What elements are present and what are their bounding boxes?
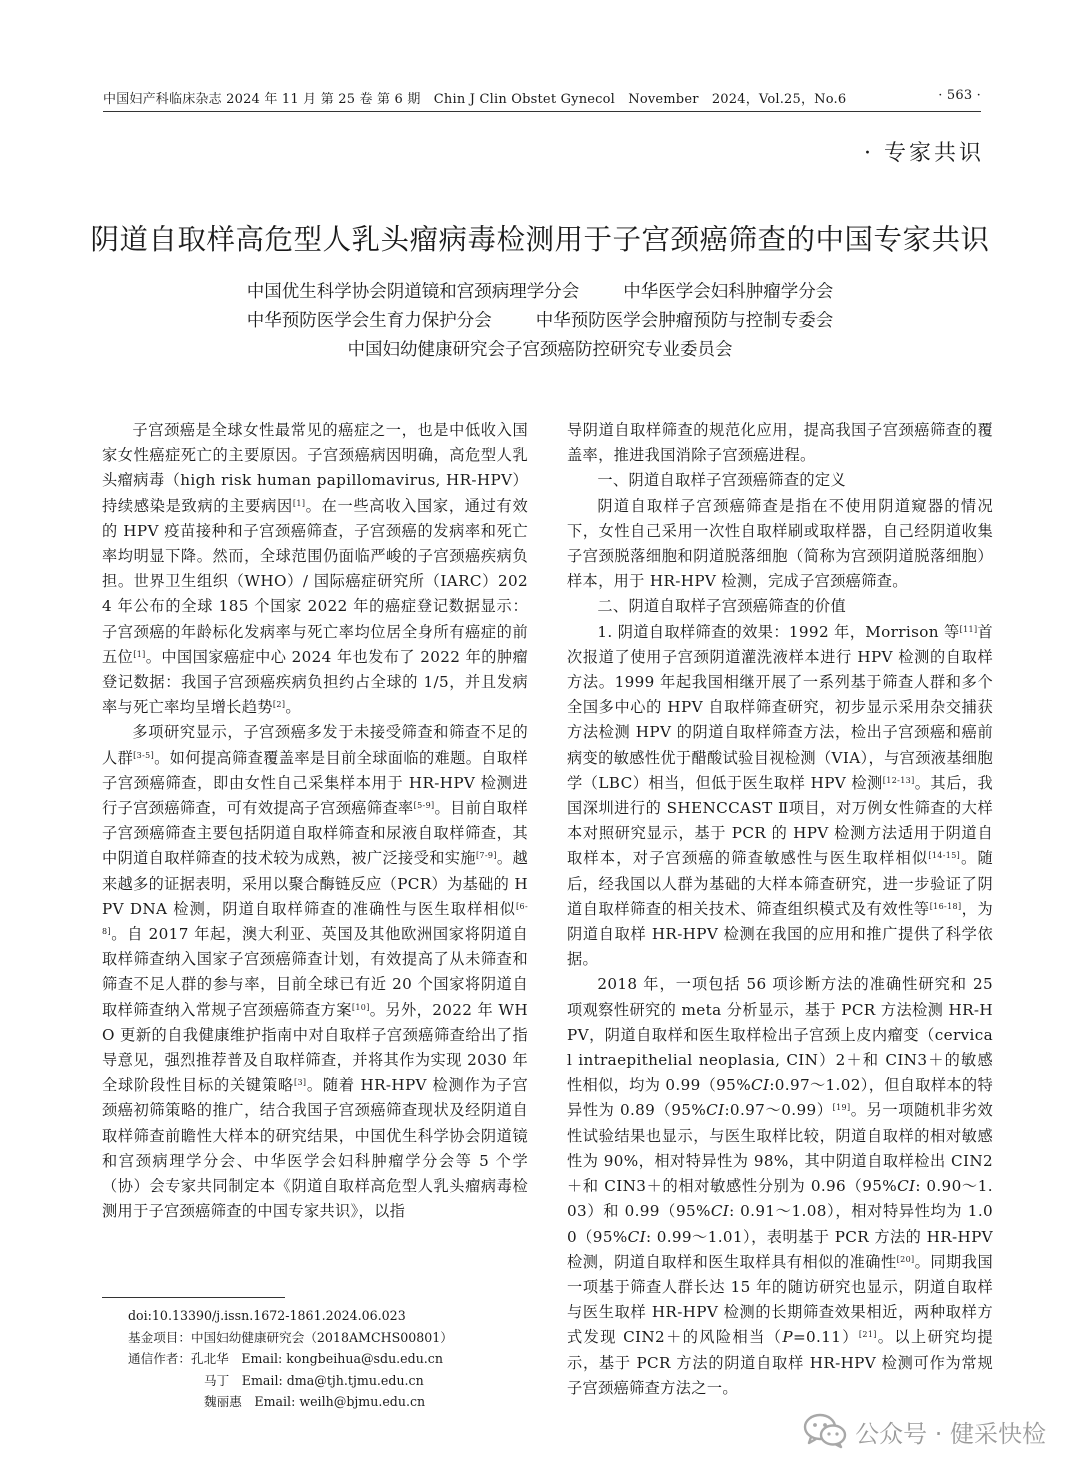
citation[interactable]: [3-5] [133,750,155,760]
wechat-icon [803,1413,847,1449]
page-number: · 563 · [938,88,981,103]
article-title: 阴道自取样高危型人乳头瘤病毒检测用于子宫颈癌筛查的中国专家共识 [90,223,990,257]
corresponding-author: 通信作者：孔北华 Email: kongbeihua@sdu.edu.cn [128,1351,443,1366]
author-org: 中华医学会妇科肿瘤学分会 [623,282,834,302]
author-org: 中华预防医学会肿瘤预防与控制专委会 [535,311,834,331]
corresponding-author: 魏丽惠 Email: weilh@bjmu.edu.cn [204,1394,426,1409]
section-heading: 一、阴道自取样子宫颈癌筛查的定义 [597,471,846,490]
body-paragraph: 2018 年，一项包括 56 项诊断方法的准确性研究和 25 项观察性研究的 meta 分析显示，基于 PCR 方法检测 HR-HPV，阴道自取样和医生取样检出子宫颈上皮内瘤变（cervical intraepithelial neoplasia, CIN）2＋和 CIN3＋的敏感性相似，均为 0.99（95%CI:0.97～1.02），但自取样本的特异性为 0.89（95%CI:0.97～0.99）[19]。另一项随机非劣效性试验结果也显示，与医生取样比较，阴道自取样的相对敏感性为 90%，相对特异性为 98%，其中阴道自取样检出 CIN2＋和 CIN3＋的相对敏感性分别为 0.96（95%CI: 0.90～1.03）和 0.99（95%CI: 0.91～1.08），相对特异性均为 1.00（95%CI: 0.99～1.01），表明基于 PCR 方法的 HR-HPV 检测，阴道自取样和医生取样具有相似的准确性[20]。同期我国一项基于筛查人群长达 15 年的随访研究也显示，阴道自取样与医生取样 HR-HPV 检测的长期筛查效果相近，两种取样方式发现 CIN2＋的风险相当（P=0.11）[21]。以上研究均提示，基于 PCR 方法的阴道自取样 HR-HPV 检测可作为常规子宫颈癌筛查方法之一。 [567,975,994,1397]
citation[interactable]: [14-15] [928,851,961,861]
footnote-rule [102,1297,285,1298]
citation[interactable]: [19] [832,1103,851,1113]
body-paragraph: 导阴道自取样筛查的规范化应用，提高我国子宫颈癌筛查的覆盖率，推进我国消除子宫颈癌进程。 [567,421,993,465]
citation[interactable]: [11] [959,624,978,634]
citation[interactable]: [21] [858,1330,877,1340]
citation[interactable]: [10] [351,1002,370,1012]
citation[interactable]: [3] [294,1078,307,1088]
author-org: 中国优生科学协会阴道镜和宫颈病理学分会 [246,282,580,302]
citation[interactable]: [12-13] [882,775,915,785]
header-rule [103,111,981,112]
citation[interactable]: [1] [133,649,146,659]
body-paragraph: 1. 阴道自取样筛查的效果：1992 年，Morrison 等[11]首次报道了使用子宫颈阴道灌洗液样本进行 HPV 检测的自取样方法。1999 年起我国相继开展了一系列基于筛查人群和多个全国多中心的 HPV 自取样筛查研究，初步显示采用杂交捕获方法检测 HPV 的阴道自取样筛查方法，检出子宫颈癌和癌前病变的敏感性优于醋酸试验目视检测（VIA），与宫颈液基细胞学（LBC）相当，但低于医生取样 HPV 检测[12-13]。其后，我国深圳进行的 SHENCCAST Ⅱ项目，对万例女性筛查的大样本对照研究显示，基于 PCR 的 HPV 检测方法适用于阴道自取样本，对子宫颈癌的筛查敏感性与医生取样相似[14-15]。随后，经我国以人群为基础的大样本筛查研究，进一步验证了阴道自取样筛查的相关技术、筛查组织模式及有效性等[16-18]，为阴道自取样 HR-HPV 检测在我国的应用和推广提供了科学依据。 [567,622,994,969]
footnotes [128,1305,453,1413]
author-org: 中国妇幼健康研究会子宫颈癌防控研究专业委员会 [347,340,733,360]
doi-line[interactable]: doi:10.13390/j.issn.1672-1861.2024.06.023 [128,1308,406,1323]
body-paragraph: 多项研究显示，子宫颈癌多发于未接受筛查和筛查不足的人群[3-5]。如何提高筛查覆盖率是目前全球面临的难题。自取样子宫颈癌筛查，即由女性自己采集样本用于 HR-HPV 检测进行子宫颈癌筛查，可有效提高子宫颈癌筛查率[5-9]。目前自取样子宫颈癌筛查主要包括阴道自取样筛查和尿液自取样筛查，其中阴道自取样筛查的技术较为成熟，被广泛接受和实施[7-9]。越来越多的证据表明，采用以聚合酶链反应（PCR）为基础的 HPV DNA 检测，阴道自取样筛查的准确性与医生取样相似[6-8]。自 2017 年起，澳大利亚、英国及其他欧洲国家将阴道自取样筛查纳入国家子宫颈癌筛查计划，有效提高了从未筛查和筛查不足人群的参与率，目前全球已有近 20 个国家将阴道自取样筛查纳入常规子宫颈癌筛查方案[10]。另外，2022 年 WHO 更新的自我健康维护指南中对自取样子宫颈癌筛查给出了指导意见，强烈推荐普及自取样筛查，并将其作为实现 2030 年全球阶段性目标的关键策略[3]。随着 HR-HPV 检测作为子宫颈癌初筛策略的推广，结合我国子宫颈癌筛查现状及经阴道自取样筛查前瞻性大样本的研究结果，中国优生科学协会阴道镜和宫颈病理学分会、中华医学会妇科肿瘤学分会等 5 个学（协）会专家共同制定本《阴道自取样高危型人乳头瘤病毒检测用于子宫颈癌筛查的中国专家共识》，以指 [102,723,529,1221]
body-column-left [102,418,528,1225]
body-column-right [567,418,993,1401]
watermark [803,1411,1046,1451]
citation[interactable]: [5-9] [413,801,435,811]
watermark-text: 公众号 · 健采快检 [855,1419,1046,1448]
author-list [0,278,1080,365]
body-paragraph: 子宫颈癌是全球女性最常见的癌症之一，也是中低收入国家女性癌症死亡的主要原因。子宫颈癌病因明确，高危型人乳头瘤病毒（high risk human papillomavirus, HR-HPV）持续感染是致病的主要病因[1]。在一些高收入国家，通过有效的 HPV 疫苗接种和子宫颈癌筛查，子宫颈癌的发病率和死亡率均明显下降。然而，全球范围仍面临严峻的子宫颈癌疾病负担。世界卫生组织（WHO）/ 国际癌症研究所（IARC）2024 年公布的全球 185 个国家 2022 年的癌症登记数据显示：子宫颈癌的年龄标化发病率与死亡率均位居全身所有癌症的前五位[1]。中国国家癌症中心 2024 年也发布了 2022 年的肿瘤登记数据：我国子宫颈癌疾病负担约占全球的 1/5，并且发病率与死亡率均呈增长趋势[2]。 [102,421,529,717]
corresponding-author: 马丁 Email: dma@tjh.tjmu.edu.cn [204,1372,424,1388]
column-label: · 专家共识 [864,141,984,166]
citation[interactable]: [1] [292,498,306,508]
citation[interactable]: [7-9] [475,851,497,861]
journal-citation: 中国妇产科临床杂志 2024 年 11 月 第 25 卷 第 6 期 Chin J Clin Obstet Gynecol November 2024，Vol.25，No.6 [103,92,847,107]
citation[interactable]: [20] [896,1254,915,1264]
citation[interactable]: [2] [272,700,286,710]
author-org: 中华预防医学会生育力保护分会 [246,311,492,331]
body-paragraph: 阴道自取样子宫颈癌筛查是指在不使用阴道窥器的情况下，女性自己采用一次性自取样刷或取样器，自己经阴道收集子宫颈脱落细胞和阴道脱落细胞（简称为宫颈阴道脱落细胞）样本，用于 HR-HPV 检测，完成子宫颈癌筛查。 [567,496,993,591]
citation[interactable]: [16-18] [929,901,962,911]
section-heading: 二、阴道自取样子宫颈癌筛查的价值 [597,597,846,616]
citation[interactable]: [6-8] [102,901,528,937]
fund-line: 基金项目：中国妇幼健康研究会（2018AMCHS00801） [128,1329,453,1345]
running-header [103,88,981,110]
